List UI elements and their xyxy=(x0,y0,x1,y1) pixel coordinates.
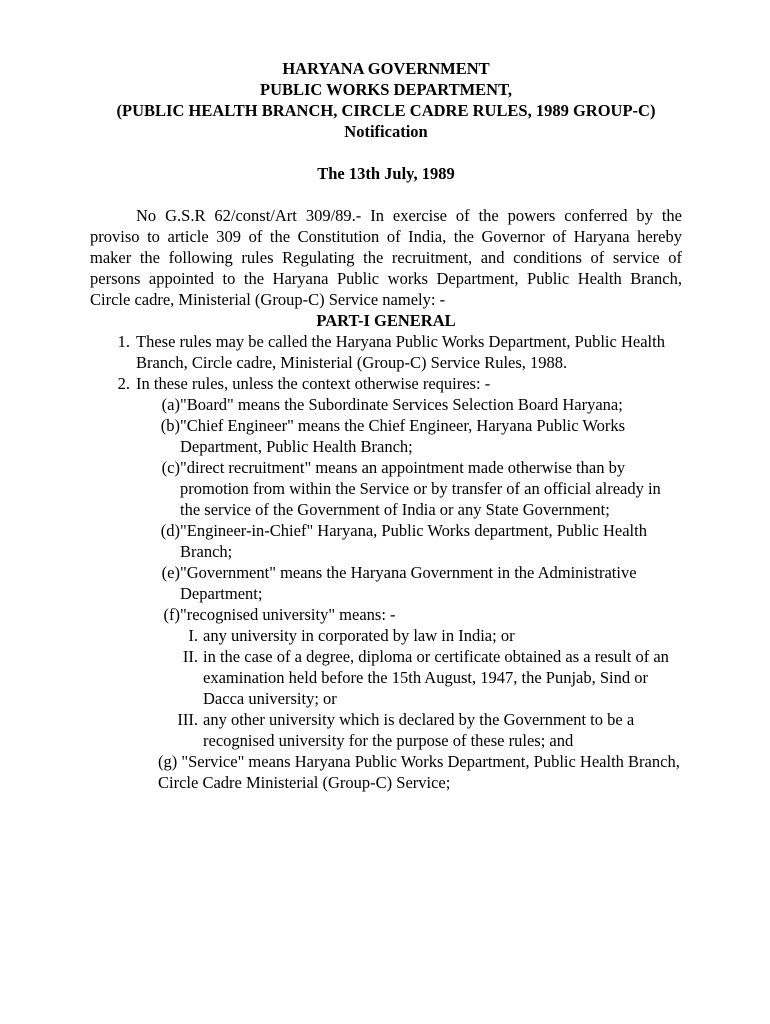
definition-text: "direct recruitment" means an appointment made otherwise than by promotion from within the Service or by transfer of an official already in the service of the Government of India or any State Government; xyxy=(180,458,661,519)
rule-item xyxy=(90,373,682,394)
university-item xyxy=(90,646,682,709)
definition-label: (a) xyxy=(161,395,180,414)
definition-label: (b) xyxy=(160,416,180,435)
definition-text: "recognised university" means: - xyxy=(180,605,396,624)
title-government: HARYANA GOVERNMENT xyxy=(282,59,490,78)
definition-item xyxy=(90,562,682,604)
rule-text: In these rules, unless the context otherwise requires: - xyxy=(136,374,491,393)
rule-text: These rules may be called the Haryana Public Works Department, Public Health Branch, Circle cadre, Ministerial (Group-C) Service Rules, 1988. xyxy=(136,332,665,372)
university-item xyxy=(90,709,682,751)
definition-label: (d) xyxy=(160,521,180,540)
university-item xyxy=(90,625,682,646)
definition-label: (c) xyxy=(161,458,180,477)
definition-item xyxy=(90,415,682,457)
title-notification: Notification xyxy=(344,122,428,141)
definition-label: (e) xyxy=(161,563,180,582)
definition-text: "Board" means the Subordinate Services Selection Board Haryana; xyxy=(180,395,623,414)
definition-label: (f) xyxy=(163,605,180,624)
definition-text: "Chief Engineer" means the Chief Engineer, Haryana Public Works Department, Public Health Branch; xyxy=(180,416,626,456)
university-text: any university in corporated by law in India; or xyxy=(203,626,515,645)
title-department: PUBLIC WORKS DEPARTMENT, xyxy=(260,80,512,99)
definition-item xyxy=(90,457,682,520)
rule-number: 1. xyxy=(117,332,130,351)
definition-item xyxy=(90,520,682,562)
university-numeral: II. xyxy=(182,647,198,666)
intro-paragraph: No G.S.R 62/const/Art 309/89.- In exercise of the powers conferred by the proviso to article 309 of the Constitution of India, the Governor of Haryana hereby maker the following rules Regulating the recruitment, and conditions of service of persons appointed to the Haryana Public works Department, Public Health Branch, Circle cadre, Ministerial (Group-C) Service namely: - xyxy=(90,206,682,309)
definition-item xyxy=(90,394,682,415)
university-text: in the case of a degree, diploma or certificate obtained as a result of an examination held before the 15th August, 1947, the Punjab, Sind or Dacca university; or xyxy=(203,647,669,708)
title-branch-rules: (PUBLIC HEALTH BRANCH, CIRCLE CADRE RULES, 1989 GROUP-C) xyxy=(116,101,656,120)
notification-date: The 13th July, 1989 xyxy=(317,164,455,183)
rule-number: 2. xyxy=(117,374,130,393)
part-heading: PART-I GENERAL xyxy=(316,311,456,330)
definition-service: (g) "Service" means Haryana Public Works Department, Public Health Branch, Circle Cadre Ministerial (Group-C) Service; xyxy=(158,752,680,792)
university-text: any other university which is declared by the Government to be a recognised university for the purpose of these rules; and xyxy=(203,710,635,750)
definition-item xyxy=(90,604,682,625)
document-page xyxy=(90,58,682,793)
definition-text: "Government" means the Haryana Government in the Administrative Department; xyxy=(180,563,637,603)
definition-text: "Engineer-in-Chief" Haryana, Public Works department, Public Health Branch; xyxy=(180,521,647,561)
rule-item xyxy=(90,331,682,373)
university-numeral: III. xyxy=(177,710,198,729)
university-numeral: I. xyxy=(188,626,198,645)
